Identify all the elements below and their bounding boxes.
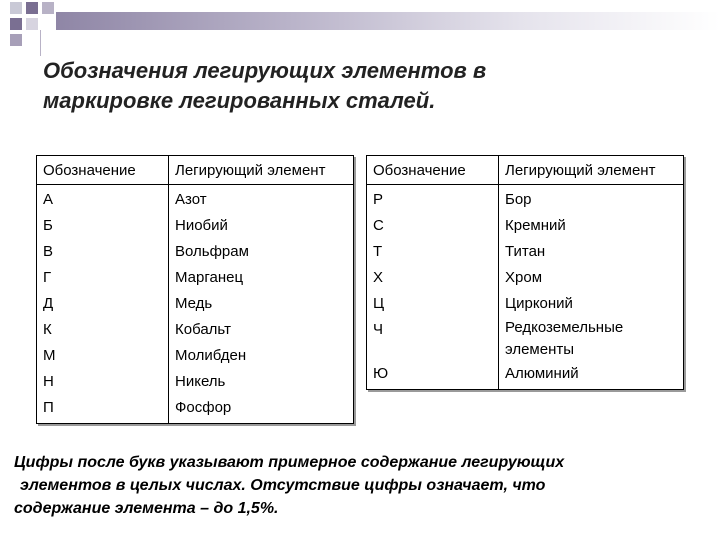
table-row [367,317,684,361]
element-cell: Никель [169,369,354,395]
header-decoration [0,0,720,56]
footer-note-line: элементов в целых числах. Отсутствие цифры означает, что [20,477,546,494]
table-header-row [37,156,354,185]
element-cell: Хром [499,265,684,291]
table-row [37,395,354,424]
footer-note [14,451,714,520]
designation-cell: М [37,343,169,369]
table-row [37,317,354,343]
designation-cell: А [37,185,169,214]
designation-cell: Д [37,291,169,317]
table-row [367,291,684,317]
table-row [367,361,684,390]
decor-line [40,30,41,56]
designation-cell: В [37,239,169,265]
designation-table-left [36,155,354,424]
designation-cell: С [367,213,499,239]
decor-square [26,2,38,14]
element-cell: Кобальт [169,317,354,343]
table-row [37,291,354,317]
table-row [37,185,354,214]
decor-square [10,2,22,14]
decor-gradient-bar [56,12,720,30]
element-cell: Ниобий [169,213,354,239]
designation-cell: П [37,395,169,424]
element-cell: Титан [499,239,684,265]
element-cell: Алюминий [499,361,684,390]
element-cell: Цирконий [499,291,684,317]
decor-square [10,34,22,46]
decor-square [26,18,38,30]
designation-cell: К [37,317,169,343]
designation-cell: Ч [367,317,499,361]
element-cell: Кремний [499,213,684,239]
element-cell: Молибден [169,343,354,369]
slide-title-line: Обозначения легирующих элементов в [43,58,487,83]
designation-cell: Х [367,265,499,291]
table-row [37,213,354,239]
designation-cell: Т [367,239,499,265]
table-row [37,343,354,369]
table-header-row [367,156,684,185]
element-cell: Вольфрам [169,239,354,265]
element-cell: Медь [169,291,354,317]
table-row [37,369,354,395]
decor-square [10,18,22,30]
designation-table-right [366,155,684,390]
table-row [367,239,684,265]
designation-cell: Б [37,213,169,239]
table-row [367,213,684,239]
element-cell: Бор [499,185,684,214]
header-element: Легирующий элемент [169,156,354,185]
header-designation: Обозначение [37,156,169,185]
element-cell: Редкоземельные элементы [499,317,684,361]
designation-cell: Р [367,185,499,214]
slide-title-line: маркировке легированных сталей. [43,88,436,113]
footer-note-line: Цифры после букв указывают примерное содержание легирующих [14,454,565,471]
table-row [367,265,684,291]
slide-title [43,56,683,116]
element-cell: Марганец [169,265,354,291]
header-element: Легирующий элемент [499,156,684,185]
table-row [37,239,354,265]
decor-square [42,2,54,14]
designation-cell: Ц [367,291,499,317]
table-row [367,185,684,214]
designation-cell: Г [37,265,169,291]
header-designation: Обозначение [367,156,499,185]
footer-note-line: содержание элемента – до 1,5%. [14,500,279,517]
designation-cell: Н [37,369,169,395]
element-cell: Азот [169,185,354,214]
designation-cell: Ю [367,361,499,390]
element-cell: Фосфор [169,395,354,424]
table-row [37,265,354,291]
